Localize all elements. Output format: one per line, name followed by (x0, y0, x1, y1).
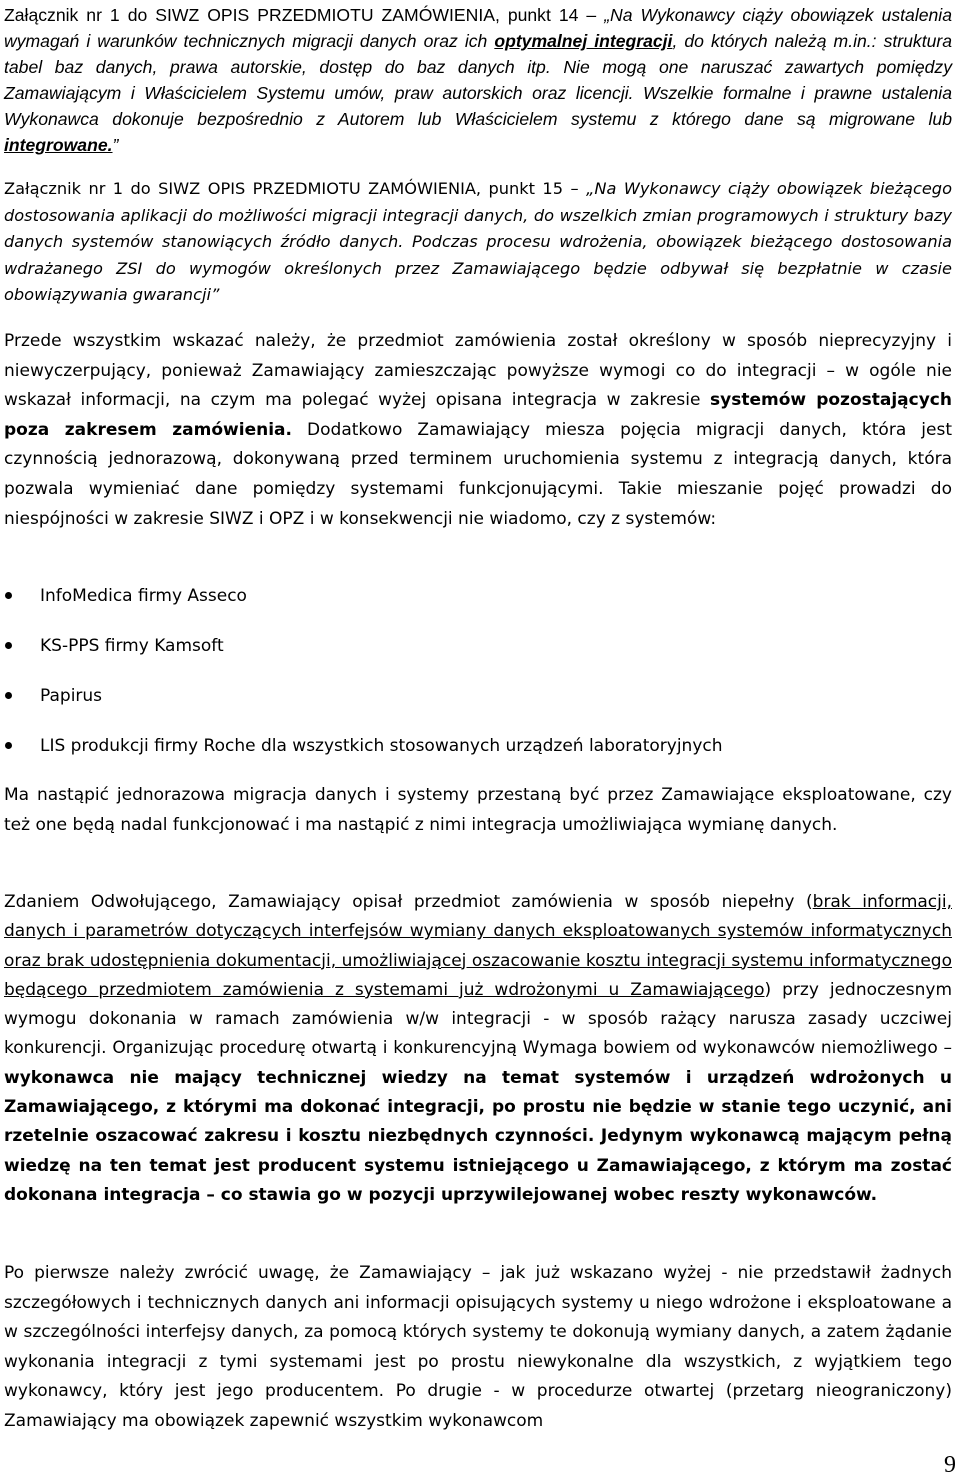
paragraph-argument-1 (4, 327, 952, 534)
list-item (4, 679, 952, 729)
list-item-label: KS-PPS firmy Kamsoft (40, 636, 224, 656)
paragraph-quote-punkt-14 (4, 2, 952, 158)
list-item (4, 579, 952, 629)
quote-lead-punkt-15: Załącznik nr 1 do SIWZ OPIS PRZEDMIOTU ZAMÓWIENIA, punkt 15 – (4, 179, 579, 198)
systems-list (4, 579, 952, 779)
paragraph-argument-3: Po pierwsze należy zwrócić uwagę, że Zamawiający – jak już wskazano wyżej - nie przedstawił żadnych szczegółowych i technicznych danych ani informacji opisujących systemy u niego wdrożone i eksploatowane a w szczególności interfejsy danych, za pomocą których systemy te dokonują wymiany danych, a zatem żądanie wykonania integracji z tymi systemami jest po prostu niewykonalne dla wszystkich, z wyjątkiem tego wykonawcy, który jest jego producentem. Po drugie - w procedurze otwartej (przetarg nieograniczony) Zamawiający ma obowiązek zapewnić wszystkim wykonawcom (4, 1263, 952, 1431)
paragraph-argument-2 (4, 888, 952, 1210)
list-item (4, 729, 952, 779)
list-item-label: InfoMedica firmy Asseco (40, 586, 247, 606)
bullet-icon (5, 592, 12, 599)
argument-2-text-c: ) przy jednoczesnym wymogu dokonania w ramach zamówienia w/w integracji - w sposób rażący narusza zasady uczciwej konkurencji. Organizując procedurę otwartą i konkurencyjną Wymaga bowiem od wykonawców niemożliwego – (4, 979, 953, 1059)
quote-text-punkt-15: „Na Wykonawcy ciąży obowiązek bieżącego dostosowania aplikacji do możliwości migracji integracji danych, do wszelkich zmian programowych i struktury bazy danych systemów stanowiących źródło danych. Podczas procesu wdrożenia, obowiązek bieżącego dostosowania wdrażanego ZSI do wymogów określonych przez Zamawiającego będzie odbywał się bezpłatnie w czasie obowiązywania gwarancji” (4, 179, 952, 304)
argument-2-text-a: Zdaniem Odwołującego, Zamawiający opisał przedmiot zamówienia w sposób niepełny ( (4, 892, 813, 912)
quote-emphasis-optymalnej-integracji: optymalnej integracji (494, 31, 673, 51)
list-item-label: Papirus (40, 686, 103, 706)
argument-1-emphasis: systemów pozostających poza zakresem zamówienia. (4, 390, 952, 440)
quote-emphasis-integrowane: integrowane. (4, 135, 113, 155)
bullet-icon (5, 642, 12, 649)
bullet-icon (5, 742, 12, 749)
argument-2-emphasis: wykonawca nie mający technicznej wiedzy na temat systemów i urządzeń wdrożonych u Zamawiającego, z którymi ma dokonać integracji, po prostu nie będzie w stanie tego uczynić, ani rzetelnie oszacować zakresu i kosztu niezbędnych czynności. Jedynym wykonawcą mającym pełną wiedzę na ten temat jest producent systemu istniejącego u Zamawiającego, z którym ma zostać dokonana integracja – co stawia go w pozycji uprzywilejowanej wobec reszty wykonawców. (4, 1067, 952, 1205)
quote-lead-punkt-14: Załącznik nr 1 do SIWZ OPIS PRZEDMIOTU ZAMÓWIENIA, punkt 14 – (4, 5, 597, 25)
paragraph-migration-question: Ma nastąpić jednorazowa migracja danych i systemy przestaną być przez Zamawiające eksploatowane, czy też one będą nadal funkcjonować i ma nastąpić z nimi integracja umożliwiająca wymianę danych. (4, 785, 952, 835)
argument-2-underlined: brak informacji, danych i parametrów dotyczących interfejsów wymiany danych eksploatowanych systemów informatycznych oraz brak udostępnienia dokumentacji, umożliwiającej oszacowanie kosztu integracji systemu informatycznego będącego przedmiotem zamówienia z systemami już wdrożonymi u Zamawiającego (4, 892, 952, 1000)
paragraph-quote-punkt-15 (4, 176, 952, 309)
argument-1-text-c: Dodatkowo Zamawiający miesza pojęcia migracji danych, która jest czynnością jednorazową, dokonywaną przed terminem uruchomienia systemu z integracją danych, która pozwala wymieniać dane pomiędzy systemami funkcjonującymi. Takie mieszanie pojęć prowadzi do niespójności w zakresie SIWZ i OPZ i w konsekwencji nie wiadomo, czy z systemów: (4, 419, 952, 529)
list-item (4, 629, 952, 679)
argument-1-text-a: Przede wszystkim wskazać należy, że przedmiot zamówienia został określony w sposób nieprecyzyjny i niewyczerpujący, ponieważ Zamawiający zamieszczając powyższe wymogi co do integracji – w ogóle nie wskazał informacji, na czym ma polegać wyżej opisana integracja w zakresie (4, 331, 952, 411)
quote-close-mark: ” (112, 135, 119, 155)
page-number: 9 (944, 1452, 956, 1478)
quote-text-c: , do których należą m.in.: struktura tabel baz danych, prawa autorskie, dostęp do baz danych itp. Nie mogą one naruszać zawartych pomiędzy Zamawiającym i Właścicielem Systemu umów, praw autorskich oraz licencji. Wszelkie formalne i prawne ustalenia Wykonawca dokonuje bezpośrednio z Autorem lub Właścicielem systemu z którego dane są migrowane lub (4, 31, 953, 129)
bullet-icon (5, 692, 12, 699)
list-item-label: LIS produkcji firmy Roche dla wszystkich stosowanych urządzeń laboratoryjnych (40, 736, 723, 756)
quote-text-a: „Na Wykonawcy ciąży obowiązek ustalenia wymagań i warunków technicznych migracji danych oraz ich (4, 5, 952, 51)
